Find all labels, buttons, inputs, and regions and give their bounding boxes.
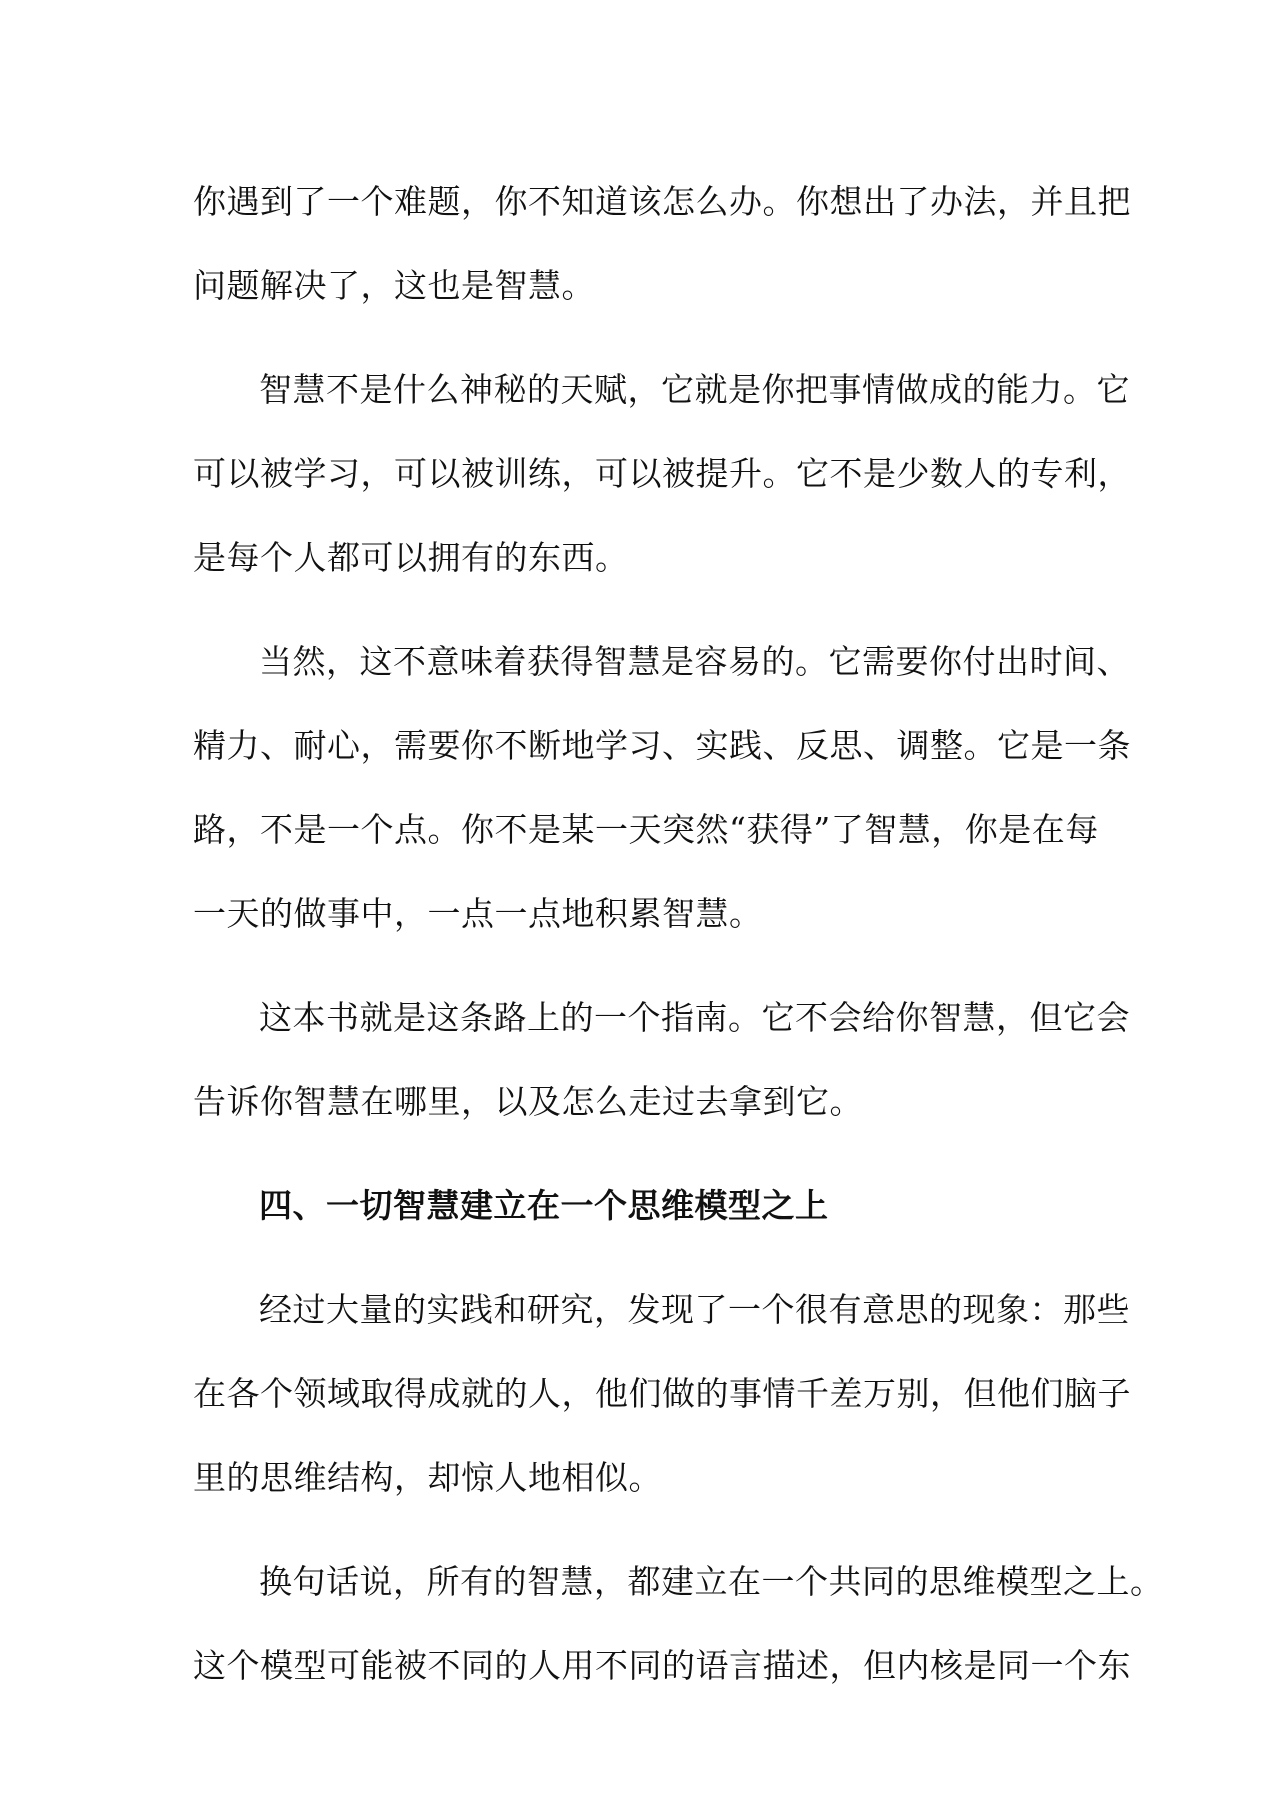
document-body [193,160,1164,1728]
text-line: 这本书就是这条路上的一个指南。它不会给你智慧，但它会 [259,998,1130,1037]
paragraph-2 [193,348,1131,600]
text-line: 可以被学习，可以被训练，可以被提升。它不是少数人的专利， [193,454,1131,493]
text-line: 在各个领域取得成就的人，他们做的事情千差万别，但他们脑子 [193,1374,1131,1413]
text-line: 这个模型可能被不同的人用不同的语言描述，但内核是同一个东 [193,1646,1131,1685]
paragraph-5 [193,1268,1131,1520]
section-heading: 四、一切智慧建立在一个思维模型之上 [259,1186,829,1225]
paragraph-4 [193,976,1130,1144]
paragraph-3 [193,620,1131,956]
text-line: 你遇到了一个难题，你不知道该怎么办。你想出了办法，并且把 [193,182,1131,221]
text-line: 精力、耐心，需要你不断地学习、实践、反思、调整。它是一条 [193,726,1131,765]
text-line: 一天的做事中，一点一点地积累智慧。 [193,894,763,933]
text-line: 问题解决了，这也是智慧。 [193,266,595,305]
text-line: 是每个人都可以拥有的东西。 [193,538,629,577]
text-line: 经过大量的实践和研究，发现了一个很有意思的现象：那些 [259,1290,1130,1329]
text-line: 换句话说，所有的智慧，都建立在一个共同的思维模型之上。 [259,1562,1164,1601]
text-line: 里的思维结构，却惊人地相似。 [193,1458,662,1497]
paragraph-6 [193,1540,1164,1708]
text-line: 当然，这不意味着获得智慧是容易的。它需要你付出时间、 [259,642,1130,681]
text-line: 路，不是一个点。你不是某一天突然“获得”了智慧，你是在每 [193,810,1099,849]
text-line: 智慧不是什么神秘的天赋，它就是你把事情做成的能力。它 [259,370,1130,409]
text-line: 告诉你智慧在哪里，以及怎么走过去拿到它。 [193,1082,863,1121]
paragraph-1 [193,160,1131,328]
